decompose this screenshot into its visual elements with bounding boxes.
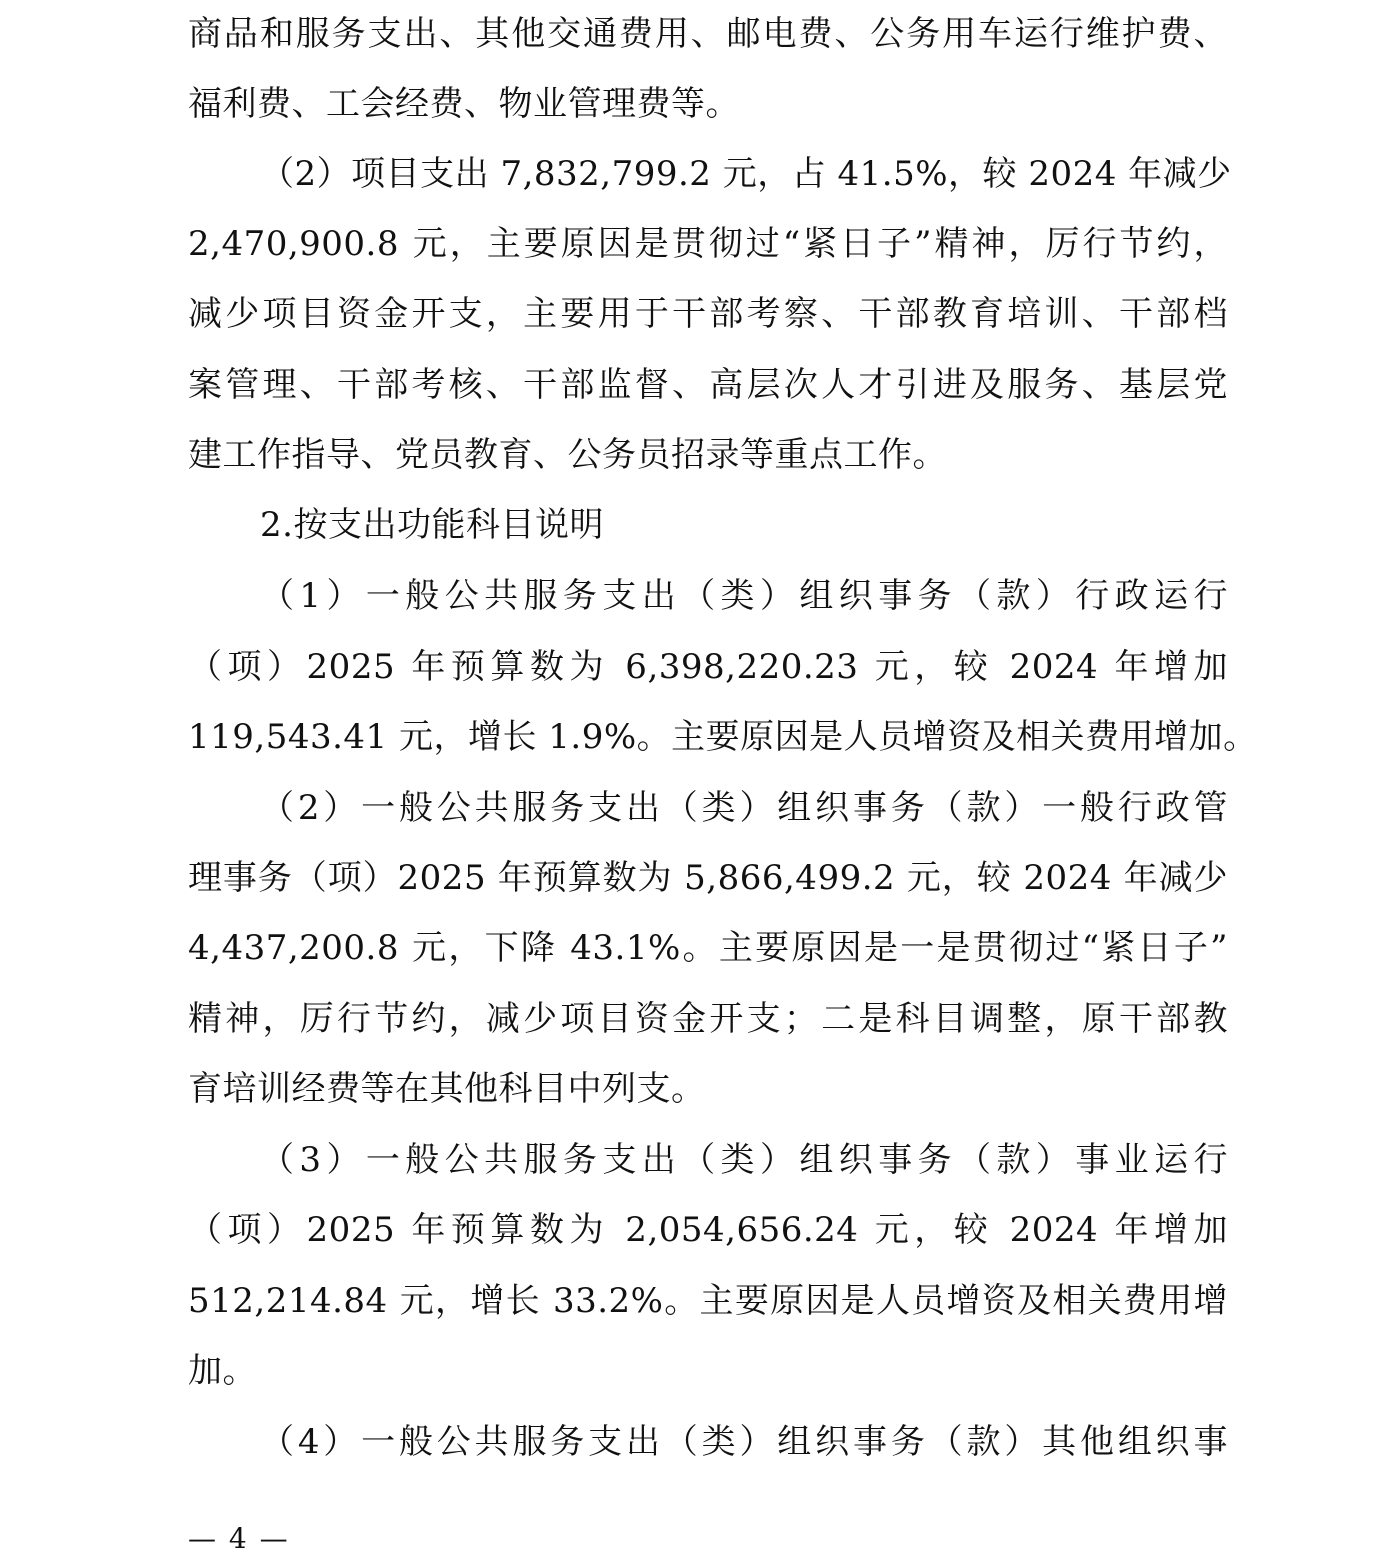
text-line: 理事务（项）2025 年预算数为 5,866,499.2 元，较 2024 年减少: [188, 858, 1228, 898]
text-line: 商品和服务支出、其他交通费用、邮电费、公务用车运行维护费、: [188, 14, 1228, 54]
text-line: （2）项目支出 7,832,799.2 元，占 41.5%，较 2024 年减少: [260, 154, 1232, 194]
text-line: （4）一般公共服务支出（类）组织事务（款）其他组织事: [260, 1422, 1228, 1462]
text-line: 建工作指导、党员教育、公务员招录等重点工作。: [188, 435, 947, 475]
text-line: （3）一般公共服务支出（类）组织事务（款）事业运行: [260, 1140, 1228, 1180]
text-line: 2,470,900.8 元，主要原因是贯彻过“紧日子”精神，厉行节约，: [188, 224, 1228, 264]
text-line: 119,543.41 元，增长 1.9%。主要原因是人员增资及相关费用增加。: [188, 717, 1258, 757]
text-line: 512,214.84 元，增长 33.2%。主要原因是人员增资及相关费用增: [188, 1281, 1228, 1321]
text-line: 精神，厉行节约，减少项目资金开支；二是科目调整，原干部教: [188, 999, 1228, 1039]
text-line: 福利费、工会经费、物业管理费等。: [188, 84, 740, 124]
text-line: 加。: [188, 1351, 257, 1391]
text-line: （2）一般公共服务支出（类）组织事务（款）一般行政管: [260, 788, 1228, 828]
text-line: 减少项目资金开支，主要用于干部考察、干部教育培训、干部档: [188, 294, 1228, 334]
text-line: （项）2025 年预算数为 2,054,656.24 元，较 2024 年增加: [188, 1210, 1228, 1250]
text-line: 育培训经费等在其他科目中列支。: [188, 1069, 706, 1109]
text-line: （1）一般公共服务支出（类）组织事务（款）行政运行: [260, 576, 1228, 616]
text-line: 4,437,200.8 元，下降 43.1%。主要原因是一是贯彻过“紧日子”: [188, 928, 1228, 968]
section-heading: 2.按支出功能科目说明: [260, 505, 604, 545]
page-number: — 4 —: [188, 1522, 290, 1555]
text-line: （项）2025 年预算数为 6,398,220.23 元，较 2024 年增加: [188, 647, 1228, 687]
text-line: 案管理、干部考核、干部监督、高层次人才引进及服务、基层党: [188, 365, 1228, 405]
